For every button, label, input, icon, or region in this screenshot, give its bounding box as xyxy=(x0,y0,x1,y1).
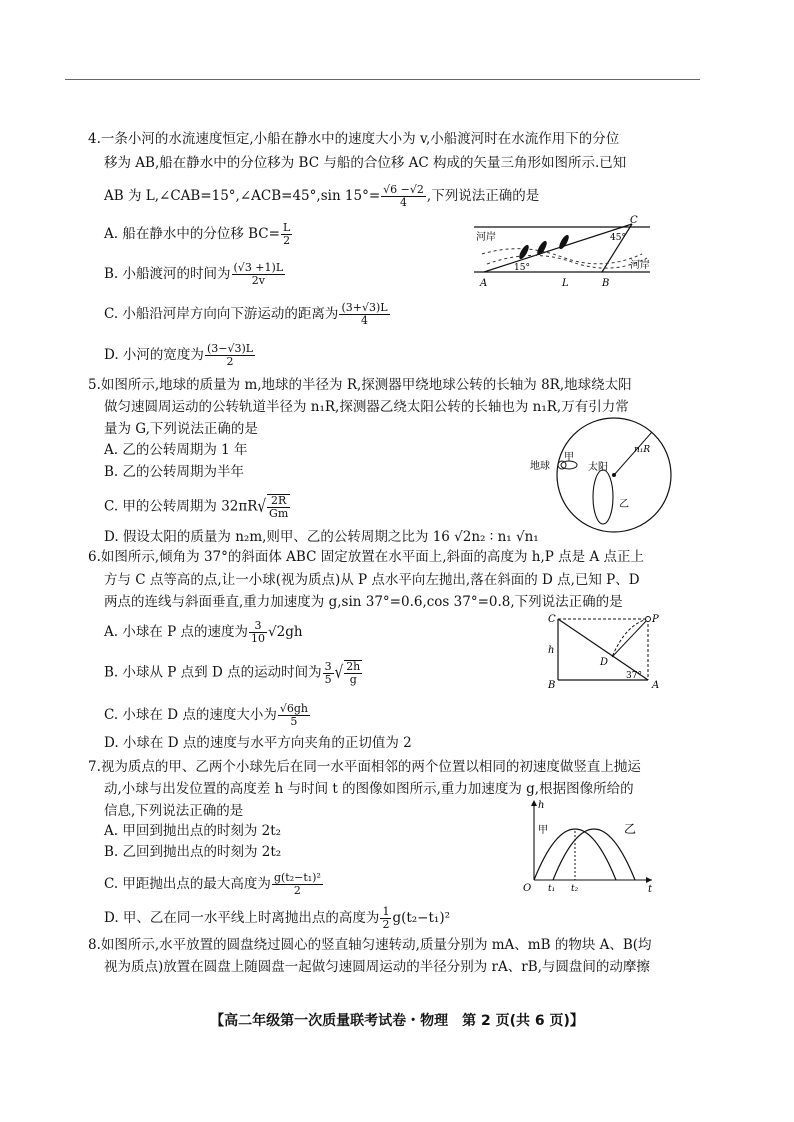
q5-fig-sun: 太阳 xyxy=(588,462,608,473)
q5-option-c: C. 甲的公转周期为 32πR√ $\frac{2R}{Gm}$ xyxy=(104,494,289,520)
q7-height-time-graph xyxy=(518,796,658,892)
q4-fig-L: L xyxy=(562,278,569,289)
q4-fig-bank-left: 河岸 xyxy=(476,232,496,243)
q4-fig-C: C xyxy=(630,215,638,226)
q4-option-c: C. 小船沿河岸方向向下游运动的距离为 $\frac{(3+√3)L}{4}$ xyxy=(104,301,388,327)
q4-option-a: A. 船在静水中的分位移 BC= $\frac{L}{2}$ xyxy=(104,221,291,247)
q7-fig-jia: 甲 xyxy=(538,825,548,836)
q4-option-b: B. 小船渡河的时间为 $\frac{(√3 +1)L}{2v}$ xyxy=(104,261,284,287)
q7-option-d: D. 甲、乙在同一水平线上时离抛出点的高度为 $\frac{1}{2}$ g(t₂−t₁)² xyxy=(104,905,451,931)
q6-fig-A: A xyxy=(652,680,660,691)
q7-option-b: B. 乙回到抛出点的时刻为 2t₂ xyxy=(104,844,282,860)
q6-option-d: D. 小球在 D 点的速度与水平方向夹角的正切值为 2 xyxy=(104,735,412,751)
q6-option-b: B. 小球从 P 点到 D 点的运动时间为 $\frac{3}{5}$ √ $\frac{2h}{g}$ xyxy=(104,659,361,686)
q6-option-a: A. 小球在 P 点的速度为 $\frac{3}{10}$ √2gh xyxy=(104,619,303,645)
q5-option-b: B. 乙的公转周期为半年 xyxy=(104,464,245,480)
q5-option-d: D. 假设太阳的质量为 n₂m,则甲、乙的公转周期之比为 16 √2n₂ ∶ n₁ √n₁ xyxy=(104,529,539,545)
q6-fig-P: P xyxy=(652,614,659,625)
q7-fig-h: h xyxy=(538,800,545,811)
q5-option-a: A. 乙的公转周期为 1 年 xyxy=(104,442,248,458)
q6-fig-B: B xyxy=(548,680,556,691)
q6-fig-angle: 37° xyxy=(626,671,642,681)
q6-fig-D: D xyxy=(600,657,609,668)
q7-fig-yi: 乙 xyxy=(624,822,637,836)
q7-option-a: A. 甲回到抛出点的时刻为 2t₂ xyxy=(104,823,282,839)
q7-line3: 信息,下列说法正确的是 xyxy=(104,803,244,819)
q6-line1: 6.如图所示,倾角为 37°的斜面体 ABC 固定放置在水平面上,斜面的高度为 h,P 点是 A 点正上 xyxy=(88,549,644,565)
q4-river-figure xyxy=(462,212,662,292)
q4-fig-angle15: 15° xyxy=(514,263,530,273)
q5-line1: 5.如图所示,地球的质量为 m,地球的半径为 R,探测器甲绕地球公转的长轴为 8R,地球绕太阳 xyxy=(88,377,632,393)
q4-line3: AB 为 L,∠CAB=15°,∠ACB=45°,sin 15°= $\frac{√6 -√2}{4}$ ,下列说法正确的是 xyxy=(104,183,540,209)
q7-fig-t: t xyxy=(648,884,653,892)
q6-line2: 方与 C 点等高的点,让一小球(视为质点)从 P 点水平向左抛出,落在斜面的 D 点,已知 P、D xyxy=(104,572,640,588)
q7-fig-O: O xyxy=(523,883,532,892)
q4-fig-angle45: 45° xyxy=(610,233,626,243)
q7-line1: 7.视为质点的甲、乙两个小球先后在同一水平面相邻的两个位置以相同的初速度做竖直上抛运 xyxy=(88,759,641,775)
q6-fig-C: C xyxy=(548,614,556,625)
q4-fig-bank-right: 河岸 xyxy=(630,260,650,271)
q8-line1: 8.如图所示,水平放置的圆盘绕过圆心的竖直轴匀速转动,质量分别为 mA、mB 的物块 A、B(均 xyxy=(88,937,652,953)
q4-fig-A: A xyxy=(480,278,488,289)
q6-option-c: C. 小球在 D 点的速度大小为 $\frac{√6gh}{5}$ xyxy=(104,702,308,728)
q5-fig-jia: 甲 xyxy=(564,452,574,463)
q7-option-c: C. 甲距抛出点的最大高度为 $\frac{\text{g(t₂−t₁)²}}{2}$ xyxy=(104,871,321,897)
header-rule xyxy=(65,79,700,80)
q8-line2: 视为质点)放置在圆盘上随圆盘一起做匀速圆周运动的半径分别为 rA、rB,与圆盘间的动摩擦 xyxy=(104,959,650,975)
q5-fig-earth: 地球 xyxy=(530,461,550,472)
q7-fig-t1: t₁ xyxy=(548,884,556,892)
q4-line2: 移为 AB,船在静水中的分位移为 BC 与船的合位移 AC 构成的矢量三角形如图所示.已知 xyxy=(104,155,627,171)
q5-line2: 做匀速圆周运动的公转轨道半径为 n₁R,探测器乙绕太阳公转的长轴也为 n₁R,万有引力常 xyxy=(104,399,629,415)
q6-fig-h: h xyxy=(548,645,555,656)
q6-line3: 两点的连线与斜面垂直,重力加速度为 g,sin 37°=0.6,cos 37°=0.8,下列说法正确的是 xyxy=(104,594,623,610)
page-footer: 【高二年级第一次质量联考试卷・物理 第 2 页(共 6 页)】 xyxy=(210,1013,584,1029)
q7-fig-t2: t₂ xyxy=(571,884,579,892)
q4-line1: 4.一条小河的水流速度恒定,小船在静水中的速度大小为 v,小船渡河时在水流作用下的分位 xyxy=(88,131,620,147)
q7-line2: 动,小球与出发位置的高度差 h 与时间 t 的图像如图所示,重力加速度为 g,根据图像所给的 xyxy=(104,781,634,797)
q4-option-d: D. 小河的宽度为 $\frac{(3-√3)L}{2}$ xyxy=(104,342,254,368)
q5-fig-yi: 乙 xyxy=(619,499,629,510)
q5-line3: 量为 G,下列说法正确的是 xyxy=(104,421,258,437)
q5-fig-radius: n₁R xyxy=(634,445,651,455)
q4-fig-B: B xyxy=(602,278,610,289)
q5-orbit-figure xyxy=(522,412,682,542)
q6-incline-figure xyxy=(540,612,665,692)
